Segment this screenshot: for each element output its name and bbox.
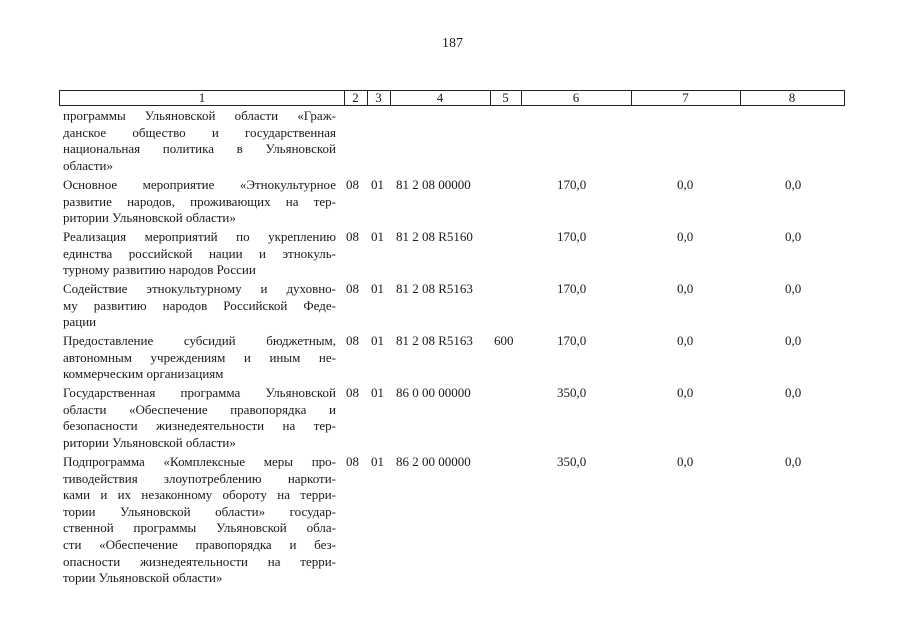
cell-c4: 86 2 00 00000 bbox=[396, 454, 471, 469]
cell-c3: 01 bbox=[371, 229, 384, 244]
row-description bbox=[63, 108, 336, 174]
description-line: рации bbox=[63, 314, 97, 330]
row-description bbox=[63, 229, 336, 279]
header-col-5: 5 bbox=[490, 91, 522, 105]
description-line: ственной программы Ульяновской обла- bbox=[63, 520, 336, 536]
cell-c2: 08 bbox=[346, 177, 359, 192]
description-line: Содействие этнокультурному и духовно- bbox=[63, 281, 336, 296]
cell-c4: 81 2 08 R5163 bbox=[396, 333, 473, 348]
header-col-6: 6 bbox=[521, 91, 632, 105]
cell-c5: 600 bbox=[494, 333, 514, 348]
description-line: Основное мероприятие «Этнокультурное bbox=[63, 177, 336, 192]
cell-c8: 0,0 bbox=[785, 454, 802, 469]
description-line: Предоставление субсидий бюджетным, bbox=[63, 333, 336, 348]
cell-c4: 81 2 08 00000 bbox=[396, 177, 471, 192]
cell-c8: 0,0 bbox=[785, 281, 802, 296]
description-line: тории Ульяновской области» bbox=[63, 570, 223, 586]
description-line: развитие народов, проживающих на тер- bbox=[63, 193, 336, 209]
description-line: области «Обеспечение правопорядка и bbox=[63, 401, 336, 417]
row-description bbox=[63, 281, 336, 331]
header-col-7: 7 bbox=[631, 91, 741, 105]
cell-c8: 0,0 bbox=[785, 229, 802, 244]
cell-c8: 0,0 bbox=[785, 385, 802, 400]
cell-c7: 0,0 bbox=[677, 229, 694, 244]
description-line: турному развитию народов России bbox=[63, 262, 256, 278]
cell-c4: 81 2 08 R5163 bbox=[396, 281, 473, 296]
page-number: 187 bbox=[442, 36, 463, 51]
description-line: сти «Обеспечение правопорядка и без- bbox=[63, 536, 336, 552]
cell-c2: 08 bbox=[346, 385, 359, 400]
row-description bbox=[63, 333, 336, 383]
cell-c3: 01 bbox=[371, 177, 384, 192]
cell-c8: 0,0 bbox=[785, 333, 802, 348]
cell-c2: 08 bbox=[346, 454, 359, 469]
cell-c3: 01 bbox=[371, 454, 384, 469]
cell-c6: 170,0 bbox=[557, 281, 587, 296]
header-col-3: 3 bbox=[367, 91, 391, 105]
description-line: Государственная программа Ульяновской bbox=[63, 385, 336, 400]
header-col-2: 2 bbox=[344, 91, 368, 105]
description-line: единства российской нации и этнокуль- bbox=[63, 245, 336, 261]
cell-c6: 170,0 bbox=[557, 229, 587, 244]
table-header bbox=[59, 90, 845, 106]
description-line: области» bbox=[63, 157, 113, 173]
cell-c3: 01 bbox=[371, 333, 384, 348]
header-col-8: 8 bbox=[788, 90, 796, 105]
cell-c4: 86 0 00 00000 bbox=[396, 385, 471, 400]
description-line: му развитию народов Российской Феде- bbox=[63, 297, 336, 313]
cell-c3: 01 bbox=[371, 385, 384, 400]
description-line: Подпрограмма «Комплексные меры про- bbox=[63, 454, 336, 469]
cell-c7: 0,0 bbox=[677, 454, 694, 469]
description-line: ками и их незаконному обороту на терри- bbox=[63, 487, 336, 503]
cell-c4: 81 2 08 R5160 bbox=[396, 229, 473, 244]
cell-c2: 08 bbox=[346, 281, 359, 296]
description-line: Реализация мероприятий по укреплению bbox=[63, 229, 336, 244]
description-line: безопасности жизнедеятельности на тер- bbox=[63, 418, 336, 434]
description-line: опасности жизнедеятельности на терри- bbox=[63, 553, 336, 569]
cell-c7: 0,0 bbox=[677, 281, 694, 296]
row-description bbox=[63, 177, 336, 227]
cell-c7: 0,0 bbox=[677, 385, 694, 400]
cell-c6: 170,0 bbox=[557, 177, 587, 192]
cell-c2: 08 bbox=[346, 333, 359, 348]
cell-c8: 0,0 bbox=[785, 177, 802, 192]
cell-c2: 08 bbox=[346, 229, 359, 244]
description-line: ритории Ульяновской области» bbox=[63, 434, 236, 450]
description-line: тории Ульяновской области» государ- bbox=[63, 503, 336, 519]
row-description bbox=[63, 385, 336, 451]
cell-c7: 0,0 bbox=[677, 333, 694, 348]
row-description bbox=[63, 454, 336, 587]
header-col-1: 1 bbox=[60, 91, 345, 105]
cell-c7: 0,0 bbox=[677, 177, 694, 192]
description-line: автономным учреждениям и иным не- bbox=[63, 349, 336, 365]
description-line: ритории Ульяновской области» bbox=[63, 210, 236, 226]
cell-c6: 350,0 bbox=[557, 385, 587, 400]
description-line: национальная политика в Ульяновской bbox=[63, 141, 336, 157]
cell-c6: 170,0 bbox=[557, 333, 587, 348]
description-line: коммерческим организациям bbox=[63, 366, 224, 382]
cell-c3: 01 bbox=[371, 281, 384, 296]
header-col-4: 4 bbox=[390, 91, 491, 105]
description-line: данское общество и государственная bbox=[63, 124, 336, 140]
description-line: программы Ульяновской области «Граж- bbox=[63, 108, 336, 123]
description-line: тиводействия злоупотреблению наркоти- bbox=[63, 470, 336, 486]
cell-c6: 350,0 bbox=[557, 454, 587, 469]
